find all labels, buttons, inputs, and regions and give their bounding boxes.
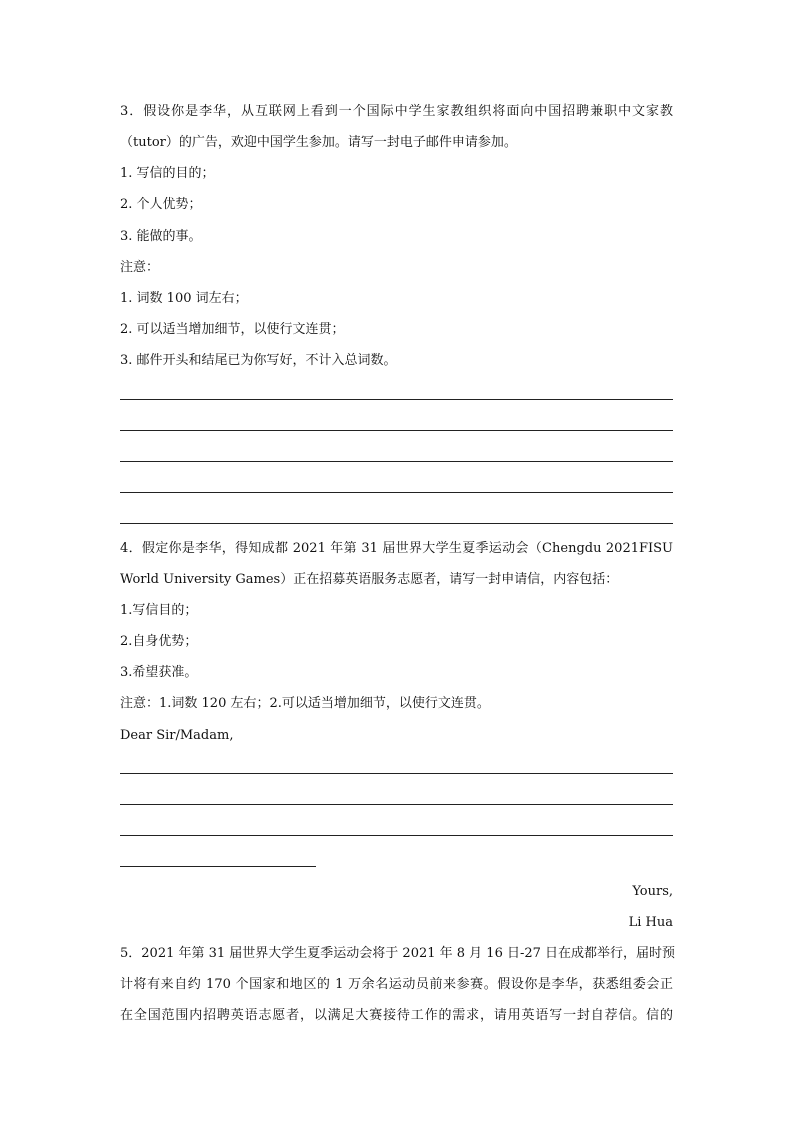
q4-point-1: 1.写信目的； xyxy=(120,603,198,618)
q3-notice-label: 注意： xyxy=(120,260,160,275)
q4-closing: Yours, xyxy=(632,884,673,899)
q5-line-1: 5．2021 年第 31 届世界大学生夏季运动会将于 2021 年 8 月 16 日-27 日在成都举行，届时预 xyxy=(120,946,676,961)
q3-intro-line-1: 3．假设你是李华，从互联网上看到一个国际中学生家教组织将面向中国招聘兼职中文家教 xyxy=(120,104,673,119)
answer-line xyxy=(120,492,673,493)
q4-point-3: 3.希望获准。 xyxy=(120,665,198,680)
q3-point-3: 3. 能做的事。 xyxy=(120,229,202,244)
q3-point-1: 1. 写信的目的； xyxy=(120,166,215,181)
answer-line xyxy=(120,523,673,524)
q4-signature: Li Hua xyxy=(628,915,673,930)
q5-line-3: 在全国范围内招聘英语志愿者，以满足大赛接待工作的需求，请用英语写一封自荐信。信的 xyxy=(120,1008,673,1023)
answer-line xyxy=(120,461,673,462)
q3-note-3: 3. 邮件开头和结尾已为你写好，不计入总词数。 xyxy=(120,353,397,368)
answer-line-short xyxy=(120,866,316,867)
q5-line-2: 计将有来自约 170 个国家和地区的 1 万余名运动员前来参赛。假设你是李华，获悉组委会正 xyxy=(120,977,673,992)
answer-line xyxy=(120,835,673,836)
answer-line xyxy=(120,399,673,400)
q3-note-2: 2. 可以适当增加细节，以使行文连贯； xyxy=(120,322,345,337)
q3-point-2: 2. 个人优势； xyxy=(120,197,202,212)
q4-intro-line-1: 4．假定你是李华，得知成都 2021 年第 31 届世界大学生夏季运动会（Chengdu 2021FISU xyxy=(120,541,673,556)
q4-salutation: Dear Sir/Madam, xyxy=(120,728,234,743)
q3-intro-line-2: （tutor）的广告，欢迎中国学生参加。请写一封电子邮件申请参加。 xyxy=(120,135,517,150)
q4-point-2: 2.自身优势； xyxy=(120,634,198,649)
answer-line xyxy=(120,804,673,805)
q3-note-1: 1. 词数 100 词左右； xyxy=(120,291,248,306)
answer-line xyxy=(120,430,673,431)
q4-intro-line-2: World University Games）正在招募英语服务志愿者，请写一封申请信，内容包括： xyxy=(120,572,619,587)
answer-line xyxy=(120,773,673,774)
q4-notice: 注意：1.词数 120 左右；2.可以适当增加细节，以使行文连贯。 xyxy=(120,696,490,711)
